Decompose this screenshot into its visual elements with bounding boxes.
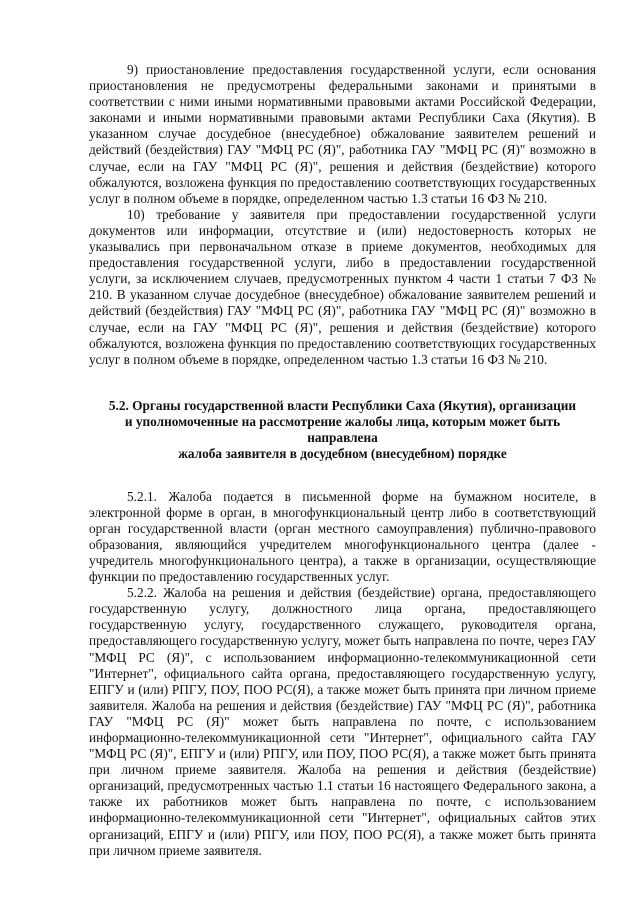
paragraph-item-9: 9) приостановление предоставления государственной услуги, если основания приостановления не предусмотрены федеральными законами и принятыми в соответствии с ними иными нормативными правовыми актами Российской Федерации, законами и иными нормативными правовыми актами Республики Саха (Якутия). В указанном случае досудебное (внесудебное) обжалование заявителем решений и действий (бездействия) ГАУ "МФЦ РС (Я)", работника ГАУ "МФЦ РС (Я)" возможно в случае, если на ГАУ "МФЦ РС (Я)", решения и действия (бездействие) которого обжалуются, возложена функция по предоставлению соответствующих государственных услуг в полном объеме в порядке, определенном частью 1.3 статьи 16 ФЗ № 210. [89, 62, 596, 206]
heading-line-1: 5.2. Органы государственной власти Республики Саха (Якутия), организации [108, 397, 577, 413]
heading-line-3: жалоба заявителя в досудебном (внесудебном) порядке [178, 446, 507, 462]
heading-line-2: и уполномоченные на рассмотрение жалобы лица, которым может быть направлена [124, 413, 561, 446]
paragraph-5-2-2: 5.2.2. Жалоба на решения и действия (бездействие) органа, предоставляющего государственную услугу, должностного лица органа, предоставляющего государственную услугу, государственного служащего, руководителя органа, предоставляющего государственную услугу, может быть направлена по почте, через ГАУ "МФЦ РС (Я)", с использованием информационно-телекоммуникационной сети "Интернет", официального сайта органа, предоставляющего государственную услугу, ЕПГУ и (или) РПГУ, ПОУ, ПОО РС(Я), а также может быть принята при личном приеме заявителя. Жалоба на решения и действия (бездействие) ГАУ "МФЦ РС (Я)", работника ГАУ "МФЦ РС (Я)" может быть направлена по почте, с использованием информационно-телекоммуникационной сети "Интернет", официального сайта ГАУ "МФЦ РС (Я)", ЕПГУ и (или) РПГУ, или ПОУ, ПОО РС(Я), а также может быть принята при личном приеме заявителя. Жалоба на решения и действия (бездействие) организаций, предусмотренных частью 1.1 статьи 16 настоящего Федерального закона, а также их работников может быть направлена по почте, с использованием информационно-телекоммуникационной сети "Интернет", официальных сайтов этих организаций, ЕПГУ и (или) РПГУ, или ПОУ, ПОО РС(Я), а также может быть принята при личном приеме заявителя. [89, 585, 596, 858]
paragraph-5-2-1: 5.2.1. Жалоба подается в письменной форме на бумажном носителе, в электронной форме в орган, в многофункциональный центр либо в соответствующий орган государственной власти (орган местного самоуправления) публично-правового образования, являющийся учредителем многофункционального центра (далее - учредитель многофункционального центра), а также в организации, осуществляющие функции по предоставлению государственных услуг. [89, 488, 596, 585]
section-heading-5-2 [89, 398, 596, 463]
document-page [89, 62, 596, 859]
paragraph-item-10: 10) требование у заявителя при предоставлении государственной услуги документов или информации, отсутствие и (или) недостоверность которых не указывались при первоначальном отказе в приеме документов, необходимых для предоставления государственной услуги, либо в предоставлении государственной услуги, за исключением случаев, предусмотренных пунктом 4 части 1 статьи 7 ФЗ № 210. В указанном случае досудебное (внесудебное) обжалование заявителем решений и действий (бездействия) ГАУ "МФЦ РС (Я)", работника ГАУ "МФЦ РС (Я)" возможно в случае, если на ГАУ "МФЦ РС (Я)", решения и действия (бездействие) которого обжалуются, возложена функция по предоставлению соответствующих государственных услуг в полном объеме в порядке, определенном частью 1.3 статьи 16 ФЗ № 210. [89, 206, 596, 367]
